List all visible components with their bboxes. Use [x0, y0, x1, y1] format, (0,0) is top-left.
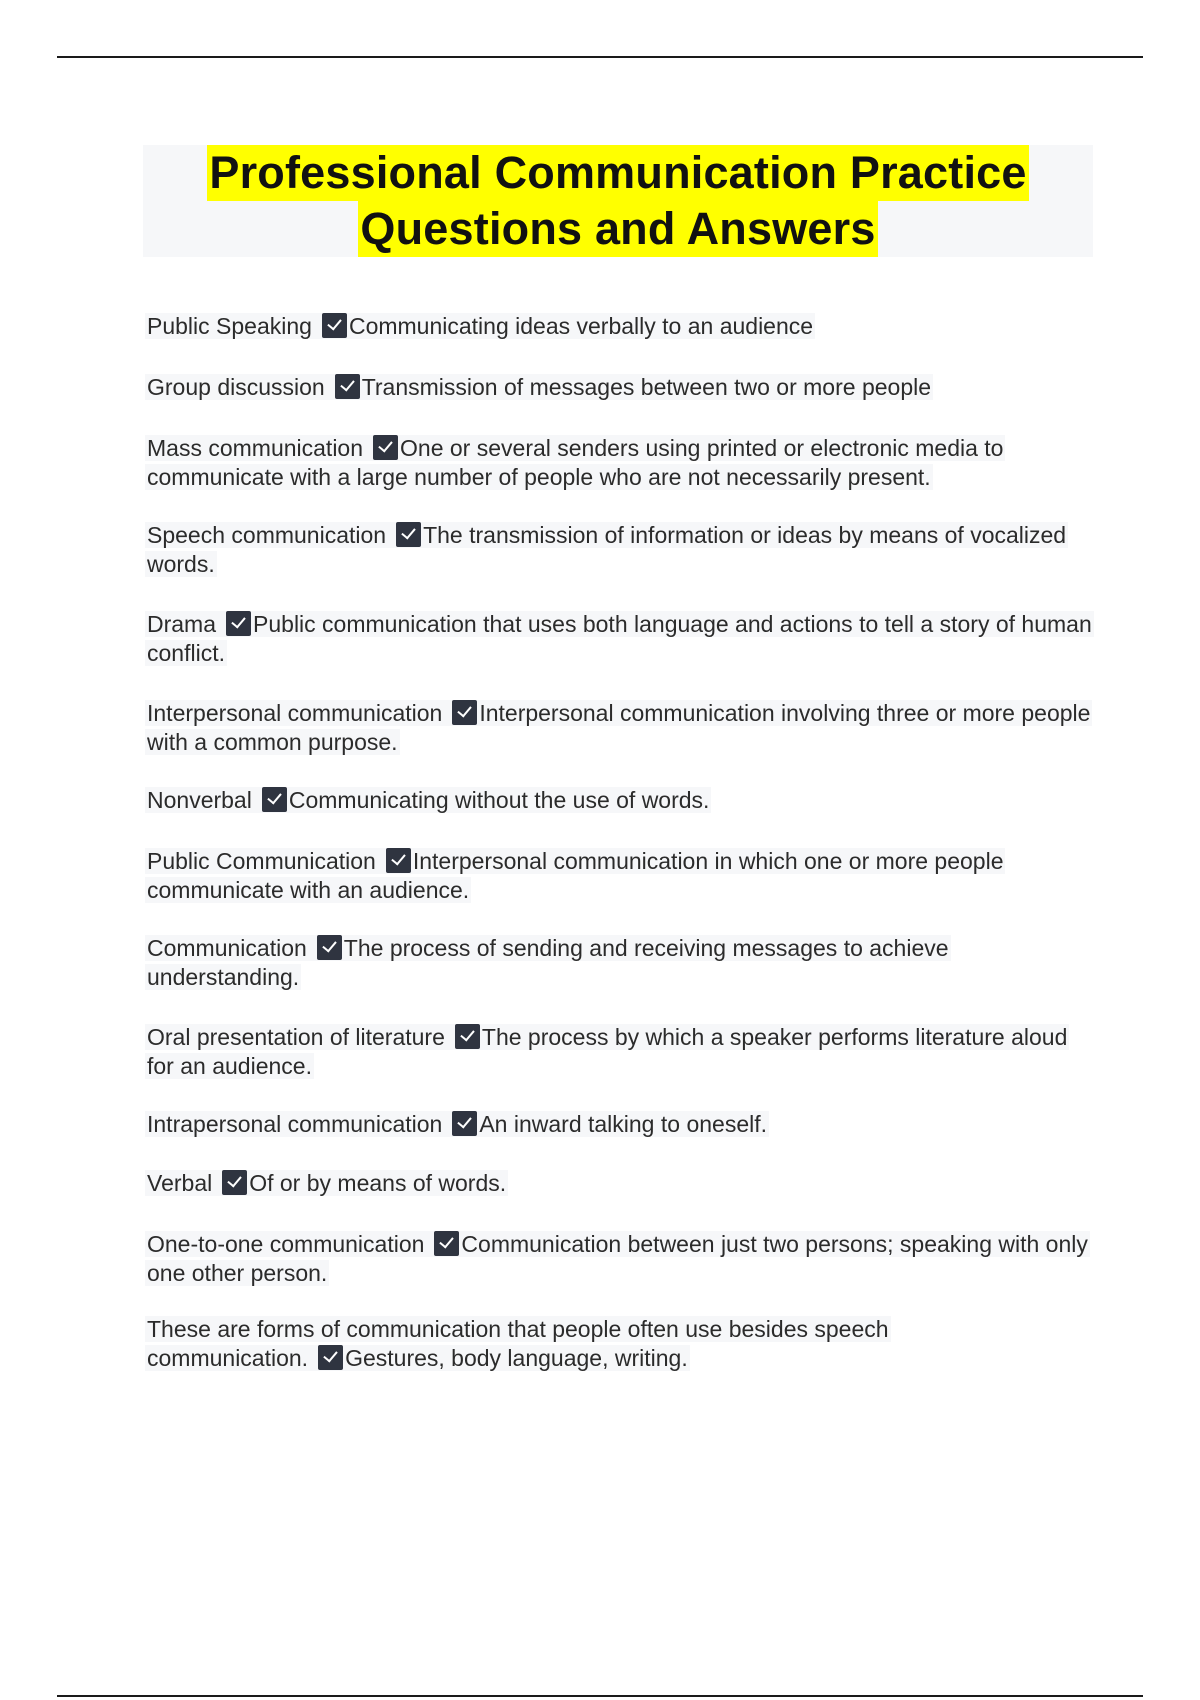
checkmark-box-icon	[452, 700, 477, 725]
qa-item	[145, 610, 1095, 668]
qa-item	[145, 1169, 1095, 1198]
qa-term: Mass communication	[147, 435, 364, 461]
checkmark-box-icon	[335, 374, 360, 399]
qa-item	[145, 1315, 935, 1373]
qa-term: Verbal	[147, 1170, 213, 1196]
qa-item	[145, 521, 1095, 579]
checkmark-box-icon	[318, 1345, 343, 1370]
qa-term: Oral presentation of literature	[147, 1024, 445, 1050]
qa-term: Interpersonal communication	[147, 700, 443, 726]
page-title-line-2: Questions and Answers	[358, 201, 877, 257]
qa-definition: Interpersonal communication in which one or more people communicate with an audience.	[147, 848, 1004, 903]
checkmark-box-icon	[317, 935, 342, 960]
checkmark-box-icon	[322, 313, 347, 338]
checkmark-box-icon	[373, 435, 398, 460]
qa-definition: One or several senders using printed or electronic media to communicate with a large number of people who are not necessarily present.	[147, 435, 1004, 490]
qa-item	[145, 1110, 1095, 1139]
page-title-line-1: Professional Communication Practice	[207, 145, 1028, 201]
qa-term: Group discussion	[147, 374, 325, 400]
qa-definition: Communicating ideas verbally to an audience	[348, 313, 814, 339]
header-divider	[57, 56, 1143, 58]
checkmark-box-icon	[226, 611, 251, 636]
checkmark-box-icon	[222, 1170, 247, 1195]
qa-term: Public Speaking	[147, 313, 312, 339]
qa-item	[145, 934, 1095, 992]
qa-definition: The process of sending and receiving messages to achieve understanding.	[147, 935, 949, 990]
qa-term: Intrapersonal communication	[147, 1111, 443, 1137]
checkmark-box-icon	[386, 848, 411, 873]
qa-item	[145, 1023, 1095, 1081]
footer-divider	[57, 1695, 1143, 1697]
checkmark-box-icon	[455, 1024, 480, 1049]
qa-item	[145, 373, 1095, 402]
qa-definition: Interpersonal communication involving three or more people with a common purpose.	[147, 700, 1091, 755]
qa-item	[145, 847, 1095, 905]
qa-item	[145, 1230, 1095, 1288]
qa-item	[145, 434, 1095, 492]
qa-definition: Communication between just two persons; speaking with only one other person.	[147, 1231, 1088, 1286]
checkmark-box-icon	[452, 1111, 477, 1136]
title-block	[143, 145, 1093, 257]
qa-definition: Public communication that uses both language and actions to tell a story of human conflict.	[147, 611, 1092, 666]
qa-item	[145, 786, 1095, 815]
qa-definition: Communicating without the use of words.	[288, 787, 710, 813]
checkmark-box-icon	[396, 522, 421, 547]
checkmark-box-icon	[434, 1231, 459, 1256]
qa-term: Nonverbal	[147, 787, 252, 813]
checkmark-box-icon	[262, 787, 287, 812]
qa-term: Public Communication	[147, 848, 376, 874]
qa-term: Communication	[147, 935, 307, 961]
qa-term: These are forms of communication that people often use besides speech communication.	[147, 1316, 889, 1371]
qa-term: One-to-one communication	[147, 1231, 425, 1257]
qa-definition: Transmission of messages between two or more people	[361, 374, 932, 400]
qa-item	[145, 699, 1095, 757]
qa-term: Drama	[147, 611, 217, 637]
qa-term: Speech communication	[147, 522, 387, 548]
qa-definition: An inward talking to oneself.	[479, 1111, 767, 1137]
qa-item	[145, 312, 1095, 341]
qa-definition: The process by which a speaker performs literature aloud for an audience.	[147, 1024, 1068, 1079]
qa-definition: The transmission of information or ideas by means of vocalized words.	[147, 522, 1067, 577]
qa-definition: Of or by means of words.	[249, 1170, 507, 1196]
qa-definition: Gestures, body language, writing.	[345, 1345, 688, 1371]
